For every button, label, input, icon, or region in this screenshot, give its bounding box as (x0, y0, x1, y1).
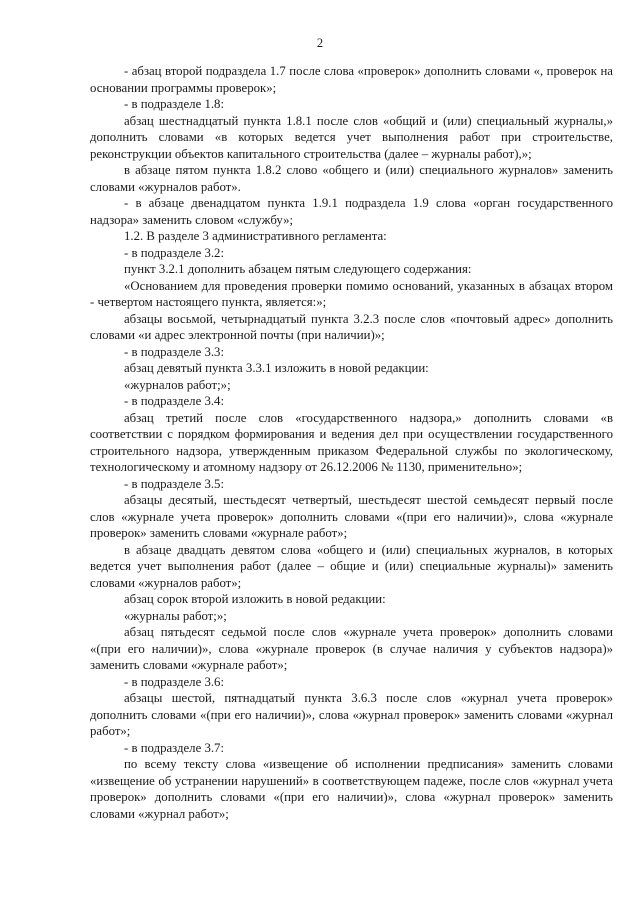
paragraph: в абзаце пятом пункта 1.8.2 слово «общего и (или) специального журналов» заменить словами «журналов работ». (90, 163, 613, 194)
paragraph: - в подразделе 3.6: (124, 674, 225, 689)
paragraph: - в подразделе 3.5: (124, 476, 225, 491)
paragraph: в абзаце двадцать девятом слова «общего и (или) специальных журналов, в которых ведется учет выполнения работ (далее – общие и (или) специальные журналы)» заменить словами «журналов работ»; (90, 542, 613, 590)
paragraph: абзац шестнадцатый пункта 1.8.1 после слов «общий и (или) специальный журналы,» дополнить словами «в которых ведется учет выполнения работ при строительстве, реконструкции объектов капитального строительства (далее – журналы работ),»; (90, 113, 613, 161)
paragraph: абзацы шестой, пятнадцатый пункта 3.6.3 после слов «журнал учета проверок» дополнить словами «(при его наличии)», слова «журнал проверок» заменить словами «журнал работ»; (90, 691, 613, 738)
paragraph: пункт 3.2.1 дополнить абзацем пятым следующего содержания: (124, 262, 472, 276)
paragraph: - в подразделе 3.7: (124, 740, 225, 755)
paragraph: - в абзаце двенадцатом пункта 1.9.1 подраздела 1.9 слова «орган государственного надзора» заменить словом «службу»; (90, 196, 613, 227)
paragraph: - в подразделе 3.4: (124, 394, 225, 408)
document-body (90, 63, 613, 822)
paragraph: абзац третий после слов «государственного надзора,» дополнить словами «в соответствии с порядком формирования и ведения дел при осуществлении государственного строительного надзора, утвержденным приказом Федеральной службы по экологическому, технологическому и атомному надзору от 26.12.2006 № 1130, применительно»; (90, 410, 613, 474)
paragraph: «журналы работ;»; (124, 608, 227, 623)
paragraph: - в подразделе 1.8: (124, 97, 225, 111)
paragraph: абзацы десятый, шестьдесят четвертый, шестьдесят шестой семьдесят первый после слов «журнале учета проверок» дополнить словами «(при его наличии)», слова «журнале проверок» заменить словами «журнале работ»; (90, 493, 613, 540)
paragraph: абзац девятый пункта 3.3.1 изложить в новой редакции: (124, 361, 429, 375)
page-number: 2 (316, 36, 324, 50)
paragraph: по всему тексту слова «извещение об исполнении предписания» заменить словами «извещение об устранении нарушений» в соответствующем падеже, после слов «журнал учета проверок» дополнить словами «(при его наличии)», слова «журнал проверок» заменить словами «журнал работ»; (90, 757, 613, 821)
paragraph: абзац сорок второй изложить в новой редакции: (124, 592, 386, 606)
paragraph: абзац пятьдесят седьмой после слов «журнале учета проверок» дополнить словами «(при его наличии)», слова «журнале проверок (в случае наличия у субъектов надзора)» заменить словами «журнале работ»; (90, 625, 613, 672)
paragraph: - в подразделе 3.3: (124, 344, 225, 359)
paragraph: 1.2. В разделе 3 административного регламента: (124, 229, 387, 243)
paragraph: - в подразделе 3.2: (124, 245, 225, 260)
paragraph: - абзац второй подраздела 1.7 после слова «проверок» дополнить словами «, проверок на основании программы проверок»; (90, 64, 613, 95)
paragraph: абзацы восьмой, четырнадцатый пункта 3.2.3 после слов «почтовый адрес» дополнить словами «и адрес электронной почты (при наличии)»; (90, 311, 613, 342)
paragraph: «Основанием для проведения проверки помимо оснований, указанных в абзацах втором - четвертом настоящего пункта, является:»; (90, 278, 613, 309)
paragraph: «журналов работ;»; (124, 377, 231, 392)
